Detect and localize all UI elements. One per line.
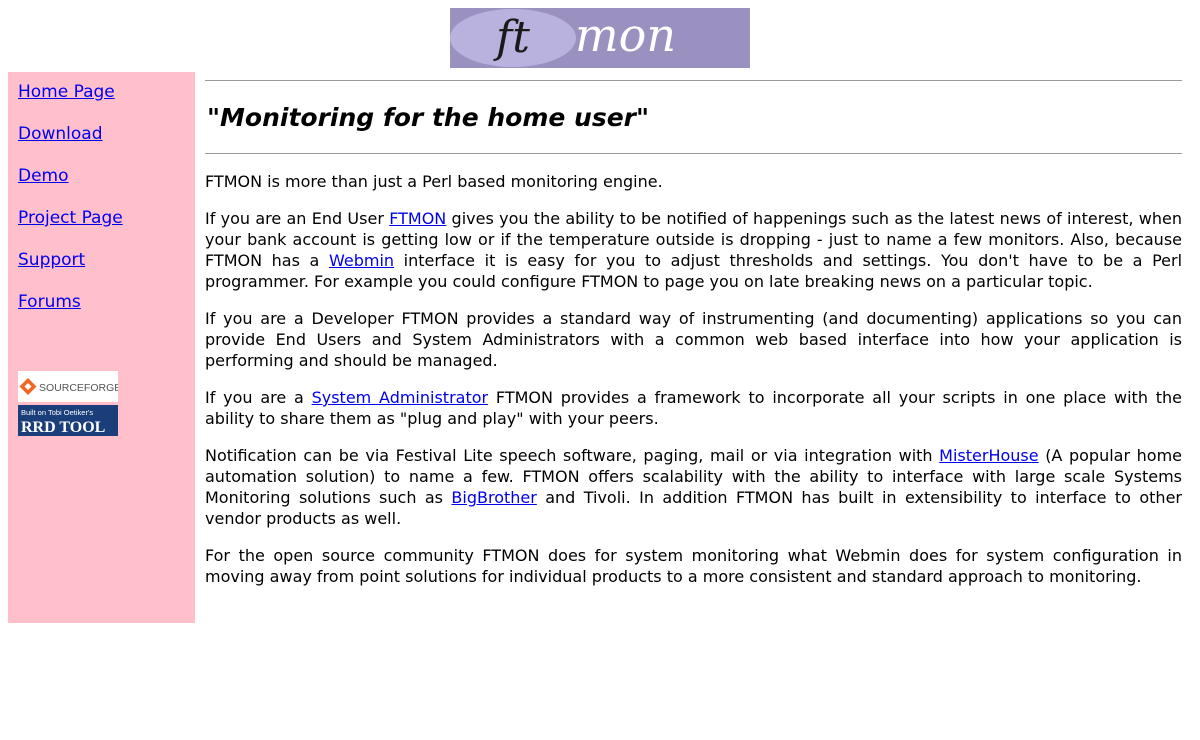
page-heading: "Monitoring for the home user" (207, 103, 650, 132)
rrdtool-badge-graphic (18, 405, 118, 436)
logo-text-ft: ft (496, 12, 530, 63)
sidebar-link-forums[interactable]: Forums (18, 292, 81, 312)
sourceforge-badge-graphic (18, 371, 118, 402)
rrdtool-badge-bottom-text: RRD TOOL (21, 419, 106, 436)
intro-paragraph: FTMON is more than just a Perl based monitoring engine. (205, 172, 663, 191)
system-administrator-link[interactable]: System Administrator (311, 388, 489, 407)
heading-divider (205, 153, 1182, 154)
notification-text-c: and Tivoli. In addition FTMON has built in extensibility to interface to other vendor products as well. (205, 488, 1182, 528)
sidebar-link-project-page[interactable]: Project Page (18, 208, 123, 228)
sourceforge-badge-text: SOURCEFORGE (39, 382, 118, 394)
sourceforge-badge[interactable] (18, 371, 118, 402)
sysadmin-text-a: If you are a (205, 388, 312, 407)
main-content (205, 80, 1182, 603)
open-source-paragraph: For the open source community FTMON does for system monitoring what Webmin does for system configuration in moving away from point solutions for individual products to a more consistent and standard approach to monitoring. (205, 546, 1182, 586)
sidebar-link-demo[interactable]: Demo (18, 166, 69, 186)
developer-paragraph: If you are a Developer FTMON provides a standard way of instrumenting (and documenting) applications so you can provide End Users and System Administrators with a common web based interface into how your application is performing and should be managed. (205, 309, 1182, 370)
bigbrother-link[interactable]: BigBrother (451, 488, 537, 507)
sysadmin-text-b: FTMON provides a framework to incorporate all your scripts in one place with the ability to share them as "plug and play" with your peers. (205, 388, 1183, 428)
rrdtool-badge-top-text: Built on Tobi Oetiker's (21, 408, 94, 417)
ftmon-logo-graphic (450, 8, 750, 68)
ftmon-logo (450, 8, 750, 68)
sidebar-link-home-page[interactable]: Home Page (18, 82, 115, 102)
sidebar-link-download[interactable]: Download (18, 124, 103, 144)
end-user-paragraph (205, 208, 1182, 292)
end-user-text-a: If you are an End User (205, 209, 390, 228)
ftmon-link[interactable]: FTMON (389, 209, 447, 228)
webmin-link[interactable]: Webmin (328, 251, 395, 270)
end-user-text-c: interface it is easy for you to adjust thresholds and settings. You don't have to be a Perl programmer. For example you could configure FTMON to page you on late breaking news on a particular topic. (205, 251, 1183, 291)
misterhouse-link[interactable]: MisterHouse (939, 446, 1039, 465)
notification-text-b: (A popular home automation solution) to name a few. FTMON offers scalability with the ability to interface with large scale Systems Monitoring solutions such as (205, 446, 1183, 507)
sidebar (8, 72, 195, 623)
logo-text-mon: mon (575, 8, 676, 62)
notification-paragraph (205, 445, 1182, 529)
end-user-text-b: gives you the ability to be notified of happenings such as the latest news of interest, when your bank account is getting low or if the temperature outside is dropping - just to name a few monitors. Also, because FTMON has a (205, 209, 1182, 270)
notification-text-a: Notification can be via Festival Lite speech software, paging, mail or via integration with (205, 446, 940, 465)
top-divider (205, 80, 1182, 81)
rrdtool-badge[interactable] (18, 405, 118, 436)
sysadmin-paragraph (205, 387, 1182, 429)
sidebar-link-support[interactable]: Support (18, 250, 86, 270)
